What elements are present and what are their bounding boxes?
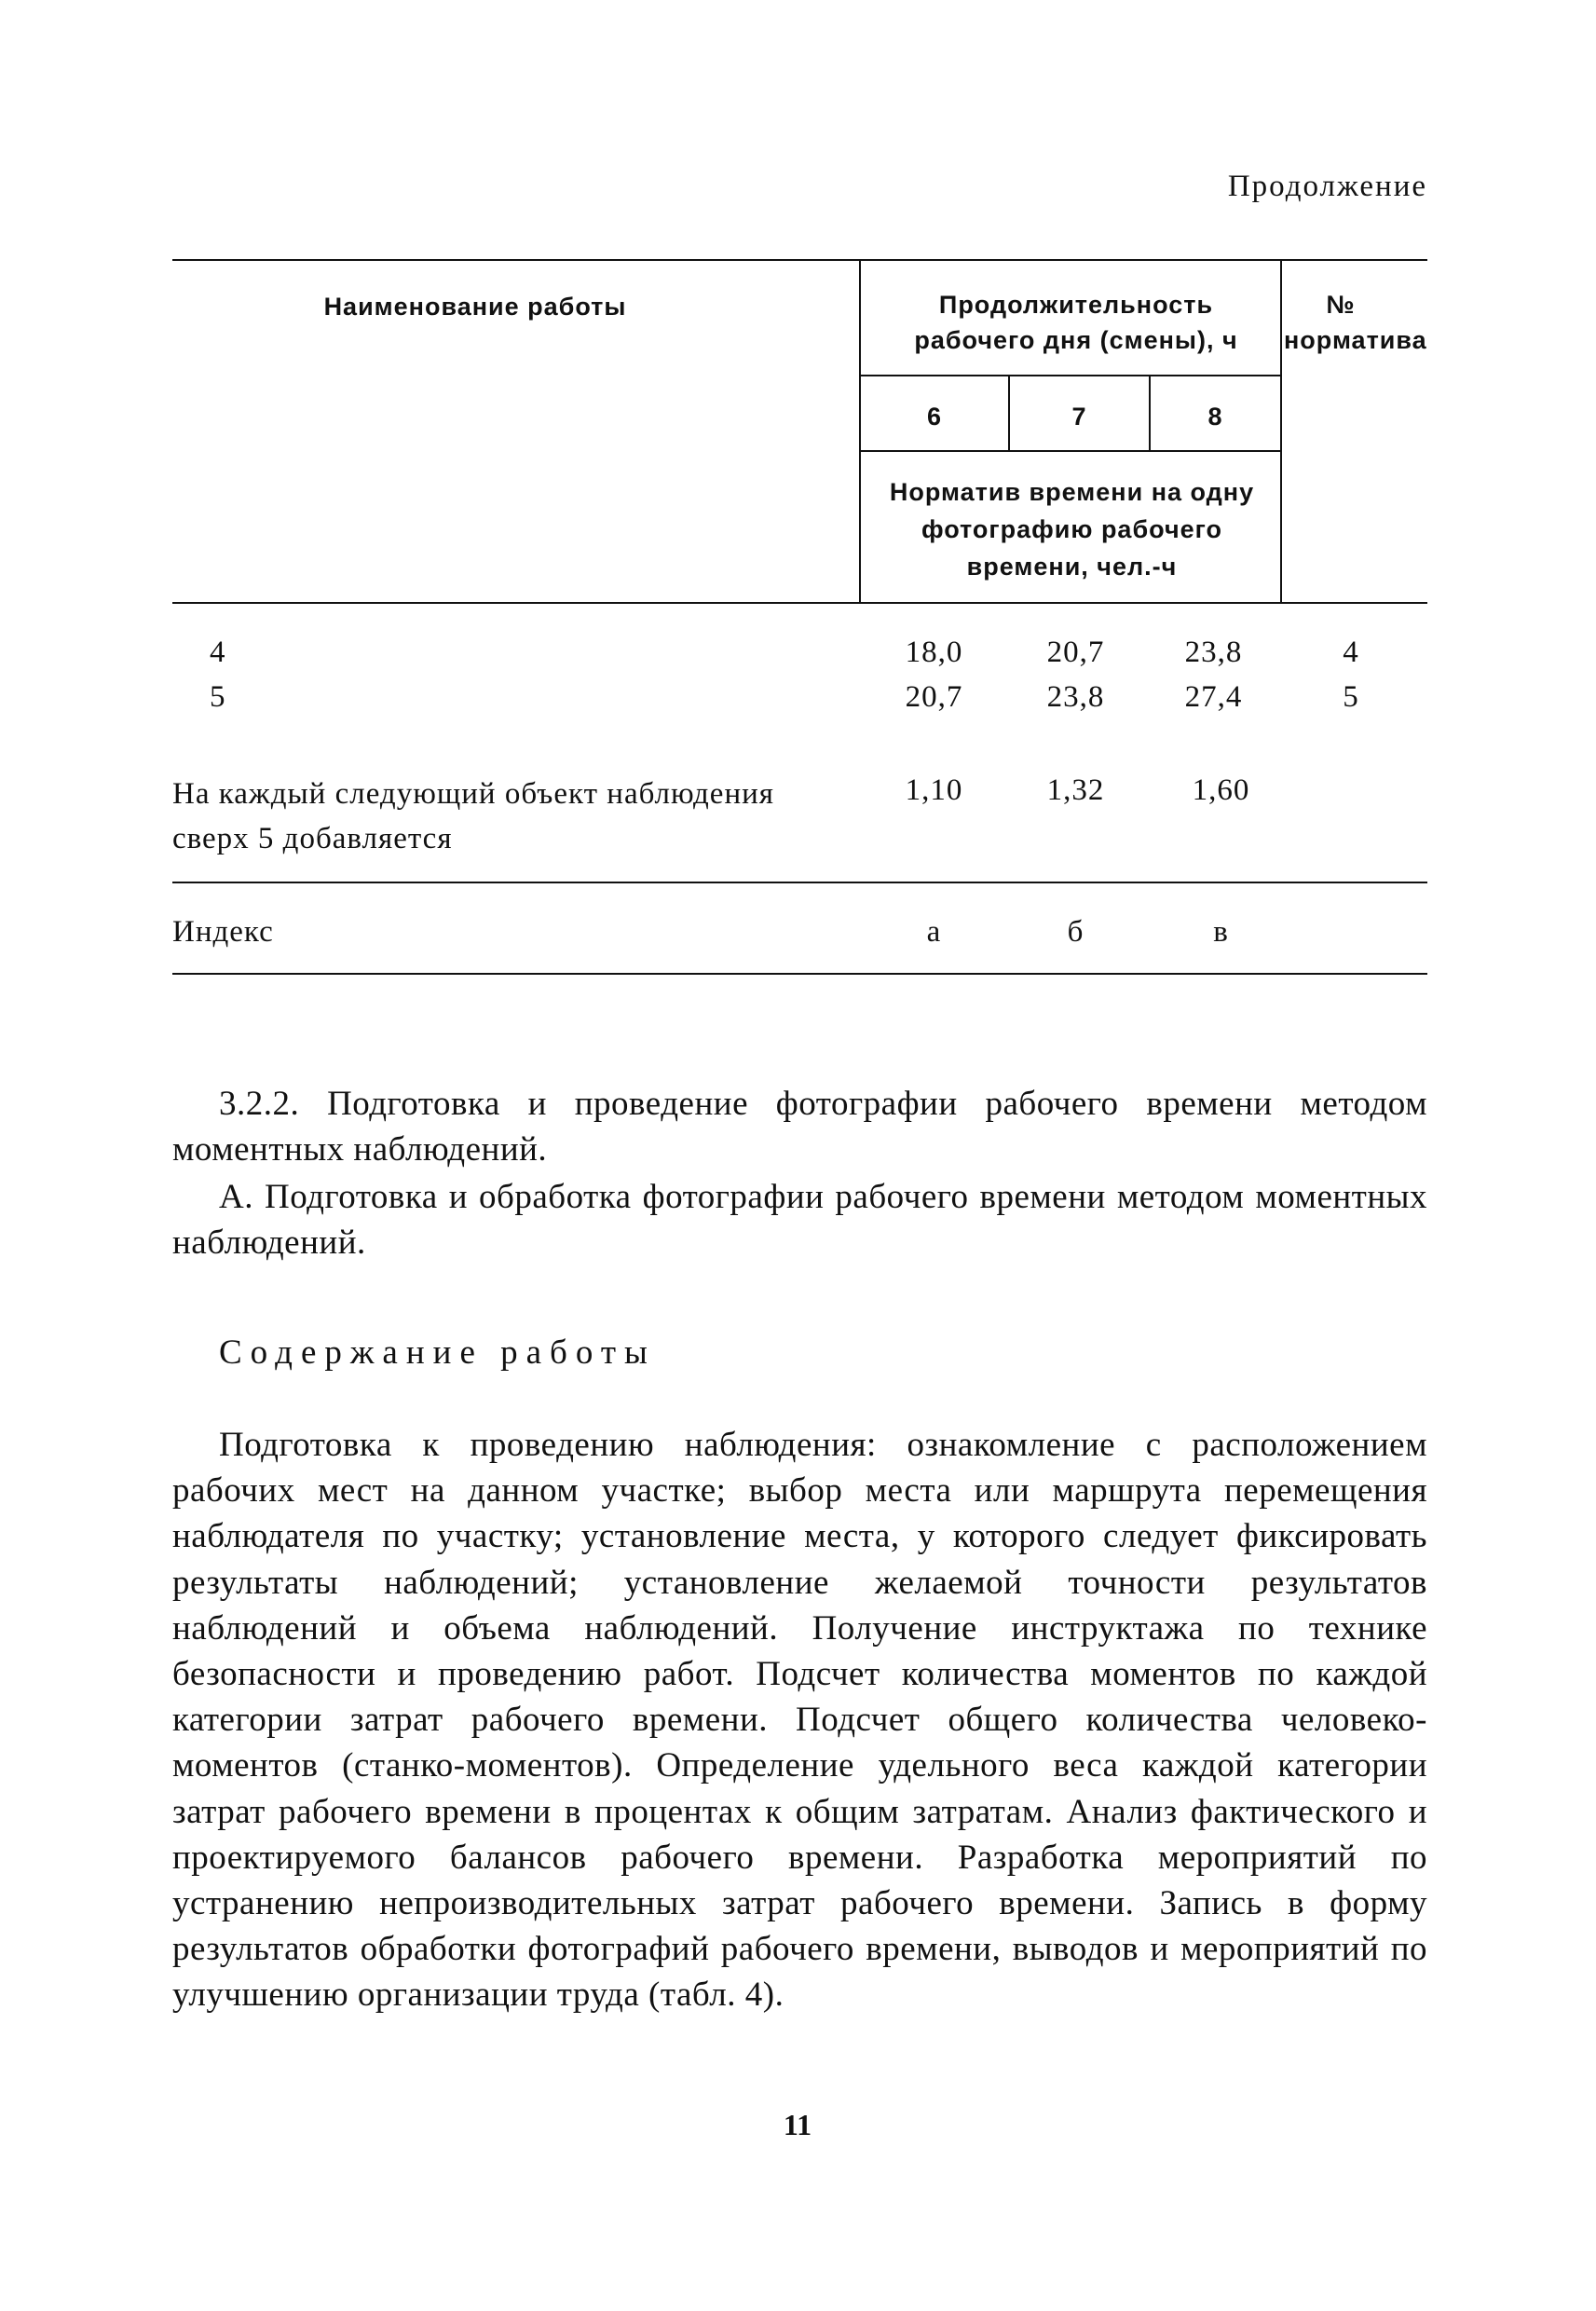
- index-cell: б: [1067, 915, 1084, 949]
- table-cell: 23,8: [1184, 636, 1243, 669]
- index-row-label: Индекс: [172, 915, 274, 949]
- table-bottom-rule: [172, 973, 1427, 975]
- col-duration-header: Продолжительность рабочего дня (смены), ч: [914, 291, 1238, 354]
- page-number: 11: [783, 2108, 812, 2141]
- table-row-label: 4: [210, 636, 226, 669]
- col-divider-right: [1280, 259, 1282, 602]
- continuation-label: Продолжение: [1227, 170, 1427, 203]
- table-row-label: 5: [210, 680, 226, 714]
- table-cell: 20,7: [1046, 636, 1105, 669]
- table-cell: 1,32: [1046, 773, 1105, 807]
- hours-top-rule: [859, 375, 1280, 376]
- hours-bottom-rule: [859, 450, 1280, 452]
- col-number-header: № норматива: [1284, 291, 1427, 354]
- index-cell: а: [926, 915, 942, 949]
- hour-6: 6: [926, 403, 943, 431]
- table-cell: 27,4: [1184, 680, 1243, 714]
- index-top-rule: [172, 882, 1427, 883]
- table-cell: 1,60: [1192, 773, 1250, 807]
- header-bottom-rule: [172, 602, 1427, 604]
- content-heading: Содержание работы: [219, 1333, 656, 1372]
- hour-8: 8: [1207, 403, 1223, 431]
- table-top-rule: [172, 259, 1427, 261]
- table-cell: 20,7: [905, 680, 963, 714]
- subsection-title: А. Подготовка и обработка фотографии рабочего времени методом моментных наблюдений.: [172, 1178, 1427, 1262]
- work-content-paragraph: Подготовка к проведению наблюдения: ознакомление с расположением рабочих мест на данном участке; выбор места или маршрута перемещения наблюдателя по участку; установление места, у которого следует фиксировать результаты наблюдений; установление желаемой точности результатов наблюдений и объема наблюдений. Получение инструктажа по технике безопасности и проведению работ. Подсчет количества моментов по каждой категории затрат рабочего времени. Подсчет общего количества человеко-моментов (станко-моментов). Определение удельного веса каждой категории затрат рабочего времени в процентах к общим затратам. Анализ фактического и проектируемого балансов рабочего времени. Разработка мероприятий по устранению непроизводительных затрат рабочего времени. Запись в форму результатов обработки фотографий рабочего времени, выводов и мероприятий по улучшению организации труда (табл. 4).: [172, 1426, 1427, 2015]
- extra-row-label: На каждый следующий объект наблюдения сверх 5 добавляется: [172, 777, 774, 855]
- table-cell: 1,10: [905, 773, 963, 807]
- col-name-header: Наименование работы: [323, 293, 627, 321]
- table-cell: 23,8: [1046, 680, 1105, 714]
- hour-7: 7: [1071, 403, 1087, 431]
- table-cell: 18,0: [905, 636, 963, 669]
- table-row-number: 5: [1343, 680, 1359, 714]
- section-title: 3.2.2. Подготовка и проведение фотографии рабочего времени методом моментных наблюдений.: [172, 1085, 1427, 1169]
- table-row-number: 4: [1343, 636, 1359, 669]
- norm-subheader: Норматив времени на одну фотографию рабочего времени, чел.-ч: [889, 478, 1255, 581]
- index-cell: в: [1213, 915, 1229, 949]
